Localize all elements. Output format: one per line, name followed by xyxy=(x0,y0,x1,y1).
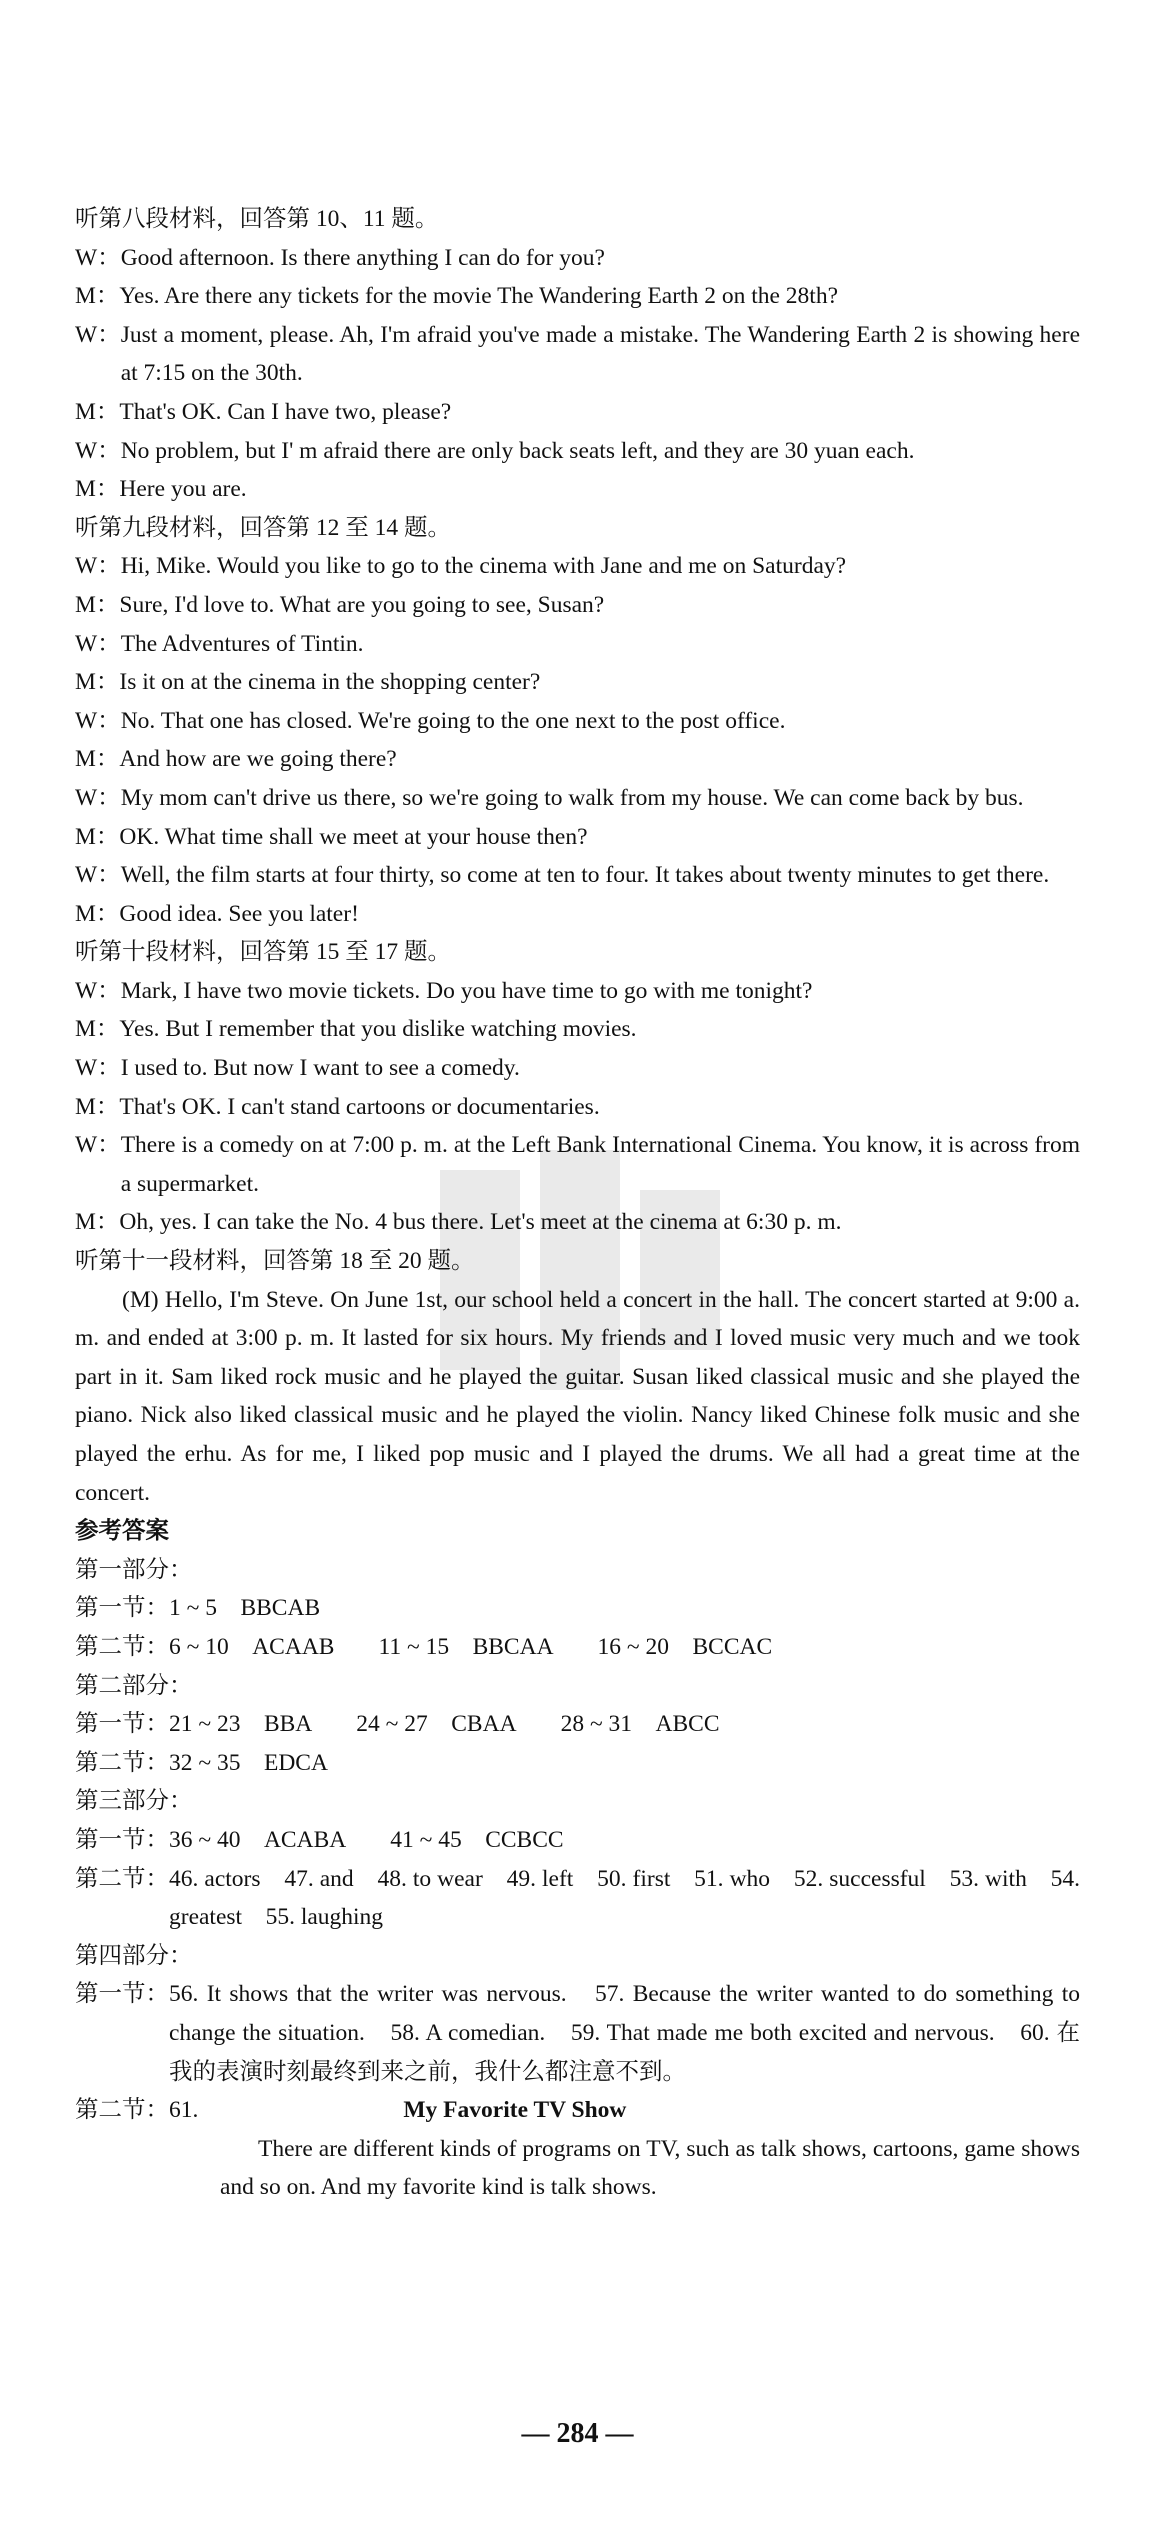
dialogue-line xyxy=(75,779,1080,818)
section-label: 第一节： xyxy=(75,1711,169,1738)
part-1-section-1 xyxy=(75,1589,1080,1628)
utterance: Hi, Mike. Would you like to go to the cinema with Jane and me on Saturday? xyxy=(120,553,847,580)
part-3-section-1 xyxy=(75,1821,1080,1860)
section-11-header: 听第十一段材料，回答第 18 至 20 题。 xyxy=(75,1248,475,1275)
essay-paragraph: There are different kinds of programs on TV, such as talk shows, cartoons, game shows and so on. And my favorite kind is talk shows. xyxy=(220,2135,1080,2201)
dialogue-line xyxy=(75,740,1080,779)
utterance: My mom can't drive us there, so we're going to walk from my house. We can come back by bus. xyxy=(120,784,1024,811)
speaker-label: W： xyxy=(75,784,121,811)
section-11-monologue: (M) Hello, I'm Steve. On June 1st, our school held a concert in the hall. The concert started at 9:00 a. m. and ended at 3:00 p. m. It lasted for six hours. My friends and I loved music very much and we took part in it. Sam liked rock music and he played the guitar. Susan liked classical music and she played the piano. Nick also liked classical music and he played the violin. Nancy liked Chinese folk music and she played the erhu. As for me, I liked pop music and I played the drums. We all had a great time at the concert. xyxy=(75,1286,1080,1506)
section-label: 第一节： xyxy=(75,1595,169,1622)
speaker-label: M： xyxy=(75,1209,120,1236)
utterance: No. That one has closed. We're going to the one next to the post office. xyxy=(120,707,786,734)
section-8-dialogue xyxy=(75,239,1080,509)
speaker-label: W： xyxy=(75,707,121,734)
section-8-header: 听第八段材料，回答第 10、11 题。 xyxy=(75,206,439,232)
speaker-label: W： xyxy=(75,1132,121,1159)
section-label: 第二节： xyxy=(75,1865,169,1892)
speaker-label: W： xyxy=(75,630,121,657)
section-label: 第一节： xyxy=(75,1981,169,2008)
answer-group: 6 ~ 10 ACAAB xyxy=(169,1633,335,1660)
section-label: 第一节： xyxy=(75,1826,169,1853)
answer-group: 21 ~ 23 BBA xyxy=(169,1711,313,1738)
dialogue-line xyxy=(75,470,1080,509)
speaker-label: W： xyxy=(75,437,121,464)
answer-group: 24 ~ 27 CBAA xyxy=(356,1711,517,1738)
utterance: Yes. But I remember that you dislike watching movies. xyxy=(119,1016,637,1043)
essay-title: My Favorite TV Show xyxy=(403,2097,627,2124)
dialogue-line xyxy=(75,663,1080,702)
dialogue-line xyxy=(75,239,1080,278)
utterance: No problem, but I' m afraid there are only back seats left, and they are 30 yuan each. xyxy=(120,437,915,464)
section-label: 第二节： xyxy=(75,1633,169,1660)
part-2-section-1 xyxy=(75,1705,1080,1744)
speaker-label: M： xyxy=(75,900,120,927)
speaker-label: W： xyxy=(75,1055,121,1082)
answer-group: 32 ~ 35 EDCA xyxy=(169,1749,328,1776)
part-4-section-2 xyxy=(75,2091,1080,2130)
answer-group: 11 ~ 15 BBCAA xyxy=(378,1633,554,1660)
utterance: Good idea. See you later! xyxy=(119,900,359,927)
utterance: Just a moment, please. Ah, I'm afraid you've made a mistake. The Wandering Earth 2 is showing here at 7:15 on the 30th. xyxy=(120,321,1080,387)
answer-groups xyxy=(169,1821,1080,1860)
utterance: Mark, I have two movie tickets. Do you have time to go with me tonight? xyxy=(120,977,813,1004)
speaker-label: M： xyxy=(75,823,120,850)
part-3-section-2 xyxy=(75,1860,1080,1937)
section-9-header: 听第九段材料，回答第 12 至 14 题。 xyxy=(75,514,451,541)
section-10-dialogue xyxy=(75,972,1080,1242)
answer-group: 36 ~ 40 ACABA xyxy=(169,1826,347,1853)
answer-group: 28 ~ 31 ABCC xyxy=(560,1711,720,1738)
answer-group: 16 ~ 20 BCCAC xyxy=(597,1633,773,1660)
part-2-label: 第二部分： xyxy=(75,1672,193,1699)
utterance: And how are we going there? xyxy=(119,746,397,773)
dialogue-line xyxy=(75,702,1080,741)
section-label: 第二节： xyxy=(75,1749,169,1776)
speaker-label: W： xyxy=(75,244,121,271)
speaker-label: W： xyxy=(75,862,121,889)
utterance: The Adventures of Tintin. xyxy=(120,630,364,657)
speaker-label: W： xyxy=(75,321,121,348)
section-label: 第二节： xyxy=(75,2097,169,2124)
dialogue-line xyxy=(75,432,1080,471)
dialogue-line xyxy=(75,277,1080,316)
dialogue-line xyxy=(75,1203,1080,1242)
section-10-header: 听第十段材料，回答第 15 至 17 题。 xyxy=(75,939,451,966)
dialogue-line xyxy=(75,1010,1080,1049)
utterance: Good afternoon. Is there anything I can do for you? xyxy=(120,244,605,271)
part-2-section-2 xyxy=(75,1744,1080,1783)
speaker-label: M： xyxy=(75,1093,120,1120)
dialogue-line xyxy=(75,316,1080,393)
part-1-section-2 xyxy=(75,1628,1080,1667)
speaker-label: M： xyxy=(75,1016,120,1043)
answer-groups xyxy=(169,1744,1080,1783)
speaker-label: M： xyxy=(75,398,120,425)
part-3-label: 第三部分： xyxy=(75,1788,193,1815)
utterance: Well, the film starts at four thirty, so come at ten to four. It takes about twenty minutes to get there. xyxy=(120,862,1050,889)
answer-groups xyxy=(169,1628,1080,1667)
answer-group: 1 ~ 5 BBCAB xyxy=(169,1595,321,1622)
utterance: Sure, I'd love to. What are you going to see, Susan? xyxy=(119,591,605,618)
dialogue-line xyxy=(75,972,1080,1011)
utterance: Yes. Are there any tickets for the movie The Wandering Earth 2 on the 28th? xyxy=(119,283,839,310)
dialogue-line xyxy=(75,547,1080,586)
utterance: That's OK. I can't stand cartoons or documentaries. xyxy=(119,1093,600,1120)
part-1-label: 第一部分： xyxy=(75,1556,193,1583)
answer-text: 56. It shows that the writer was nervous. 57. Because the writer wanted to do something to change the situation. 58. A comedian. 59. That made me both excited and nervous. 60. 在我的表演时刻最终到来之前，我什么都注意不到。 xyxy=(169,1981,1080,2085)
answer-text: 46. actors 47. and 48. to wear 49. left 50. first 51. who 52. successful 53. with 54. greatest 55. laughing xyxy=(169,1865,1080,1931)
utterance: I used to. But now I want to see a comedy. xyxy=(120,1055,520,1082)
dialogue-line xyxy=(75,1088,1080,1127)
part-4-section-1 xyxy=(75,1975,1080,2091)
transcript-and-answers xyxy=(75,200,1080,2207)
dialogue-line xyxy=(75,625,1080,664)
speaker-label: M： xyxy=(75,283,120,310)
utterance: Is it on at the cinema in the shopping center? xyxy=(119,669,541,696)
dialogue-line xyxy=(75,393,1080,432)
answer-group: 41 ~ 45 CCBCC xyxy=(390,1826,564,1853)
speaker-label: M： xyxy=(75,746,120,773)
section-9-dialogue xyxy=(75,547,1080,933)
dialogue-line xyxy=(75,1126,1080,1203)
dialogue-line xyxy=(75,586,1080,625)
speaker-label: W： xyxy=(75,553,121,580)
utterance: OK. What time shall we meet at your house then? xyxy=(119,823,588,850)
answers-title: 参考答案 xyxy=(75,1518,169,1545)
speaker-label: M： xyxy=(75,476,120,503)
answer-groups xyxy=(169,1589,1080,1628)
utterance: Oh, yes. I can take the No. 4 bus there. Let's meet at the cinema at 6:30 p. m. xyxy=(119,1209,842,1236)
part-4-label: 第四部分： xyxy=(75,1942,193,1969)
utterance: That's OK. Can I have two, please? xyxy=(119,398,452,425)
speaker-label: W： xyxy=(75,977,121,1004)
dialogue-line xyxy=(75,856,1080,895)
speaker-label: M： xyxy=(75,591,120,618)
utterance: Here you are. xyxy=(119,476,247,503)
dialogue-line xyxy=(75,818,1080,857)
page-number: — 284 — xyxy=(521,2418,634,2449)
question-number: 61. xyxy=(169,2097,199,2124)
speaker-label: M： xyxy=(75,669,120,696)
utterance: There is a comedy on at 7:00 p. m. at the Left Bank International Cinema. You know, it is across from a supermarket. xyxy=(120,1132,1080,1197)
dialogue-line xyxy=(75,895,1080,934)
dialogue-line xyxy=(75,1049,1080,1088)
answer-groups xyxy=(169,1705,1080,1744)
